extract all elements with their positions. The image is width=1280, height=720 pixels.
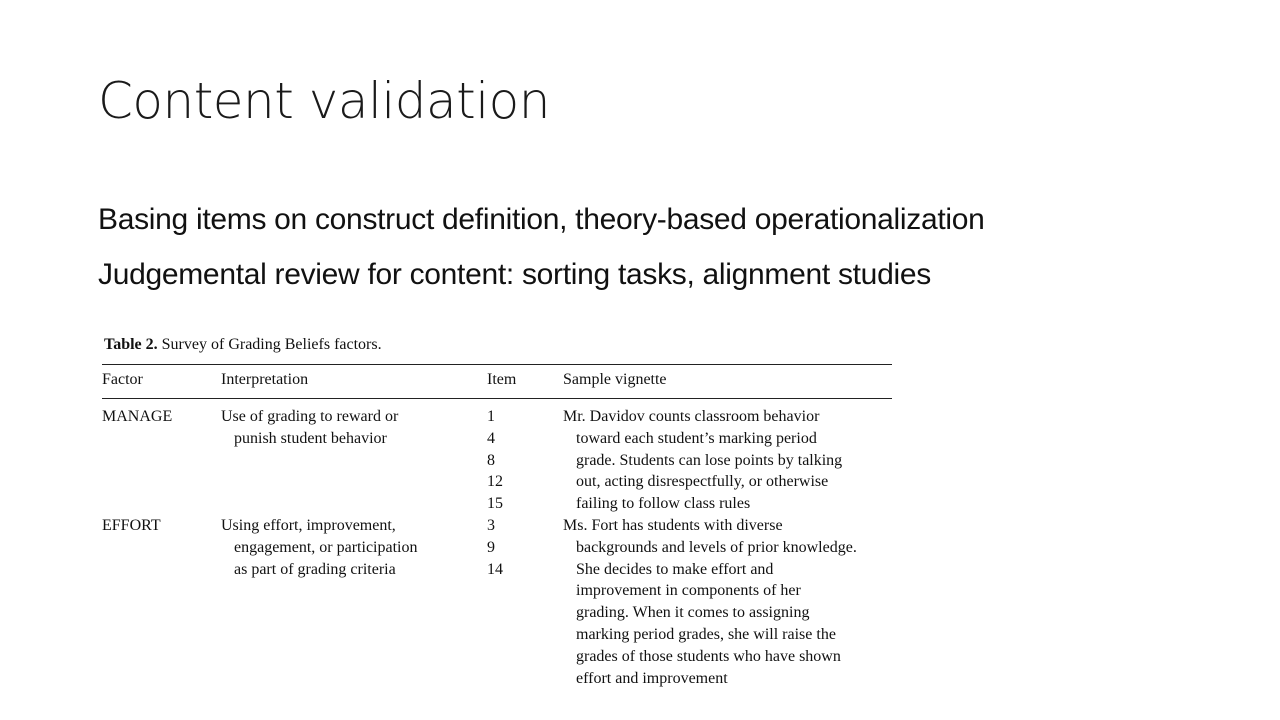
table-body [102,399,892,689]
cell-items [487,406,563,515]
item-number: 4 [487,429,495,447]
bullet-item: Basing items on construct definition, theory-based operationalization [98,203,985,236]
item-number: 1 [487,408,495,425]
vignette-line: Mr. Davidov counts classroom behavior [563,408,820,425]
item-number: 12 [487,473,503,491]
table-row [102,406,892,515]
header-item: Item [487,371,517,388]
bullet-list [98,192,985,302]
cell-vignette [563,515,892,689]
table-header-row [102,365,892,398]
item-number: 14 [487,560,503,578]
table-row [102,515,892,689]
header-factor: Factor [102,371,143,388]
cell-factor: MANAGE [102,408,173,425]
slide-title: Content validation [98,72,550,130]
vignette-line: effort and improvement [576,669,728,687]
bullet-item: Judgemental review for content: sorting tasks, alignment studies [98,258,931,291]
vignette-line: grades of those students who have shown [576,647,841,665]
vignette-line: failing to follow class rules [576,495,751,513]
vignette-line: grade. Students can lose points by talking [576,451,843,469]
interpretation-line: punish student behavior [234,429,387,447]
item-number: 15 [487,495,503,513]
vignette-line: improvement in components of her [576,582,801,600]
vignette-line: out, acting disrespectfully, or otherwise [576,473,829,491]
interpretation-line: Using effort, improvement, [221,516,396,534]
table-caption [104,336,892,354]
interpretation-line: Use of grading to reward or [221,408,399,425]
cell-items [487,515,563,689]
item-number: 8 [487,451,495,469]
table-caption-label: Table 2. [104,336,158,353]
header-interpretation: Interpretation [221,371,309,388]
item-number: 3 [487,516,495,534]
cell-interpretation [221,515,487,689]
cell-factor: EFFORT [102,516,161,534]
header-vignette: Sample vignette [563,371,667,388]
item-number: 9 [487,538,495,556]
vignette-line: grading. When it comes to assigning [576,604,810,622]
cell-vignette [563,406,892,515]
grading-beliefs-table [102,336,892,689]
table-caption-text: Survey of Grading Beliefs factors. [157,336,382,353]
vignette-line: She decides to make effort and [576,560,774,578]
interpretation-line: engagement, or participation [234,538,418,556]
vignette-line: backgrounds and levels of prior knowledge. [576,538,857,556]
vignette-line: toward each student’s marking period [576,429,817,447]
vignette-line: marking period grades, she will raise the [576,625,836,643]
cell-interpretation [221,406,487,515]
interpretation-line: as part of grading criteria [234,560,396,578]
vignette-line: Ms. Fort has students with diverse [563,516,783,534]
